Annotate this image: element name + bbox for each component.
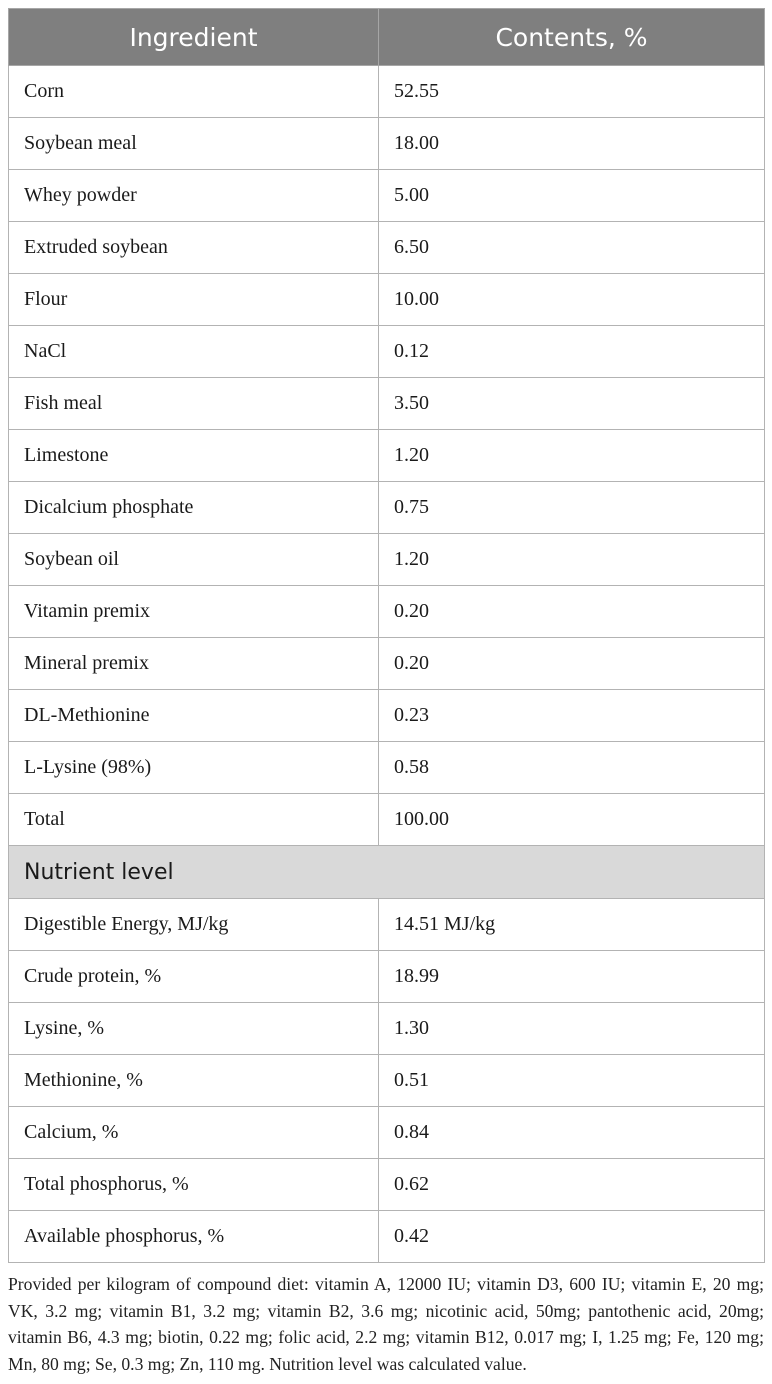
row-label: DL-Methionine <box>9 690 379 742</box>
row-value: 18.00 <box>379 118 765 170</box>
row-label: Crude protein, % <box>9 951 379 1003</box>
row-label: Limestone <box>9 430 379 482</box>
table-row <box>9 430 765 482</box>
table-row <box>9 951 765 1003</box>
nutrient-section <box>9 846 765 899</box>
table-container <box>8 8 764 1377</box>
row-label: Mineral premix <box>9 638 379 690</box>
row-label: Whey powder <box>9 170 379 222</box>
row-value: 3.50 <box>379 378 765 430</box>
row-label: Dicalcium phosphate <box>9 482 379 534</box>
footnote: Provided per kilogram of compound diet: vitamin A, 12000 IU; vitamin D3, 600 IU; vitamin E, 20 mg; VK, 3.2 mg; vitamin B1, 3.2 mg; vitamin B2, 3.6 mg; nicotinic acid, 50mg; pantothenic acid, 20mg; vitamin B6, 4.3 mg; biotin, 0.22 mg; folic acid, 2.2 mg; vitamin B12, 0.017 mg; I, 1.25 mg; Fe, 120 mg; Mn, 80 mg; Se, 0.3 mg; Zn, 110 mg. Nutrition level was calculated value. <box>8 1274 764 1374</box>
table-row <box>9 742 765 794</box>
row-label: Total phosphorus, % <box>9 1159 379 1211</box>
table-row <box>9 586 765 638</box>
row-value: 0.23 <box>379 690 765 742</box>
table-row <box>9 638 765 690</box>
row-label: Digestible Energy, MJ/kg <box>9 899 379 951</box>
row-label: Available phosphorus, % <box>9 1211 379 1263</box>
row-value: 1.20 <box>379 430 765 482</box>
row-value: 0.51 <box>379 1055 765 1107</box>
section-row <box>9 846 765 899</box>
table-row <box>9 1107 765 1159</box>
row-value: 100.00 <box>379 794 765 846</box>
table-row <box>9 1003 765 1055</box>
row-label: Soybean meal <box>9 118 379 170</box>
header-ingredient: Ingredient <box>9 9 379 66</box>
row-label: NaCl <box>9 326 379 378</box>
header-contents: Contents, % <box>379 9 765 66</box>
table-row <box>9 118 765 170</box>
table-row <box>9 482 765 534</box>
row-label: Lysine, % <box>9 1003 379 1055</box>
row-label: Soybean oil <box>9 534 379 586</box>
table-row <box>9 326 765 378</box>
table-row <box>9 534 765 586</box>
table-row <box>9 899 765 951</box>
table-row <box>9 794 765 846</box>
row-label: Flour <box>9 274 379 326</box>
table-row <box>9 222 765 274</box>
table-row <box>9 378 765 430</box>
row-value: 0.75 <box>379 482 765 534</box>
table-row <box>9 1211 765 1263</box>
row-value: 0.62 <box>379 1159 765 1211</box>
diet-composition-table <box>8 8 765 1263</box>
row-value: 0.20 <box>379 586 765 638</box>
row-value: 0.20 <box>379 638 765 690</box>
row-value: 1.20 <box>379 534 765 586</box>
row-label: L-Lysine (98%) <box>9 742 379 794</box>
nutrient-rows <box>9 899 765 1263</box>
row-value: 0.58 <box>379 742 765 794</box>
table-row <box>9 170 765 222</box>
table-row <box>9 1159 765 1211</box>
table-row <box>9 690 765 742</box>
row-value: 52.55 <box>379 66 765 118</box>
row-value: 18.99 <box>379 951 765 1003</box>
row-value: 5.00 <box>379 170 765 222</box>
row-value: 0.12 <box>379 326 765 378</box>
row-value: 0.42 <box>379 1211 765 1263</box>
row-label: Total <box>9 794 379 846</box>
ingredient-rows <box>9 66 765 846</box>
row-label: Vitamin premix <box>9 586 379 638</box>
header-row <box>9 9 765 66</box>
section-label: Nutrient level <box>9 846 765 899</box>
row-value: 0.84 <box>379 1107 765 1159</box>
row-label: Fish meal <box>9 378 379 430</box>
row-value: 10.00 <box>379 274 765 326</box>
table-row <box>9 66 765 118</box>
row-value: 6.50 <box>379 222 765 274</box>
table-row <box>9 274 765 326</box>
table-row <box>9 1055 765 1107</box>
row-label: Methionine, % <box>9 1055 379 1107</box>
row-label: Extruded soybean <box>9 222 379 274</box>
row-label: Calcium, % <box>9 1107 379 1159</box>
row-value: 14.51 MJ/kg <box>379 899 765 951</box>
row-label: Corn <box>9 66 379 118</box>
row-value: 1.30 <box>379 1003 765 1055</box>
